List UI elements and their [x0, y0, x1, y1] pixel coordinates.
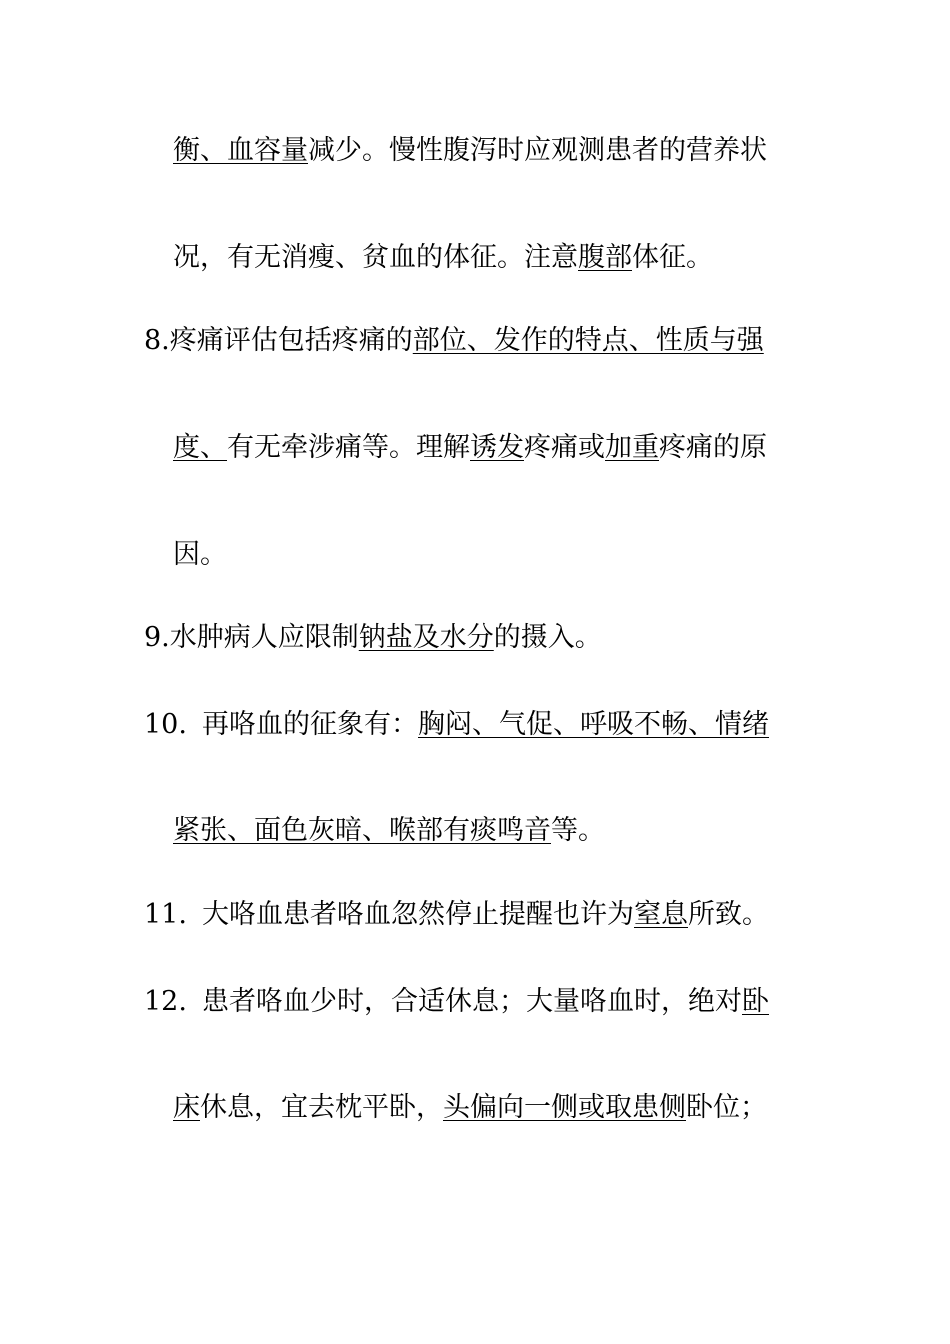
- list-item-8: [144, 323, 764, 359]
- text-run: 患者咯血少时，合适休息；大量咯血时，绝对: [202, 986, 742, 1017]
- underlined-term: 窒息: [634, 899, 688, 930]
- text-run: 卧位；: [686, 1092, 767, 1123]
- text-run: 疼痛或: [524, 432, 605, 463]
- underlined-term: 衡、血容量: [173, 135, 308, 166]
- text-run: 休息，宜去枕平卧，: [200, 1092, 443, 1123]
- item-number: 8.: [144, 325, 170, 356]
- underlined-term: 部位、发作的特点、性质与强: [412, 325, 764, 356]
- item-number: 10.: [144, 709, 187, 740]
- text-line: [173, 133, 767, 169]
- text-run: 减少。慢性腹泻时应观测患者的营养状: [308, 135, 767, 166]
- list-item-12: [144, 984, 769, 1020]
- list-item-11: [144, 897, 769, 933]
- underlined-term: 诱发: [470, 432, 524, 463]
- text-line: [173, 430, 767, 466]
- text-line: [173, 813, 605, 849]
- text-run: 所致。: [688, 899, 769, 930]
- text-run: 疼痛评估包括疼痛的: [169, 325, 413, 356]
- text-run: 因。: [173, 539, 227, 570]
- text-run: 等。: [551, 815, 605, 846]
- underlined-term: 头偏向一侧或取患侧: [443, 1092, 686, 1123]
- underlined-term: 床: [173, 1092, 200, 1123]
- item-number: 11.: [144, 899, 187, 930]
- list-item-10: [144, 707, 769, 743]
- text-run: 体征。: [632, 242, 713, 273]
- item-number: 12.: [144, 986, 187, 1017]
- text-run: 疼痛的原: [659, 432, 767, 463]
- underlined-term: 钠盐及水分: [358, 622, 494, 653]
- text-line: [173, 240, 713, 276]
- text-run: 况，有无消瘦、贫血的体征。注意: [173, 242, 578, 273]
- underlined-term: 紧张、面色灰暗、喉部有痰鸣音: [173, 815, 551, 846]
- text-line: [173, 1090, 767, 1126]
- text-run: 有无牵涉痛等。理解: [227, 432, 470, 463]
- text-line: [173, 537, 227, 573]
- underlined-term: 腹部: [578, 242, 632, 273]
- underlined-term: 加重: [605, 432, 659, 463]
- underlined-term: 卧: [742, 986, 769, 1017]
- underlined-term: 胸闷、气促、呼吸不畅、情绪: [418, 709, 769, 740]
- list-item-9: [144, 620, 602, 656]
- text-run: 大咯血患者咯血忽然停止提醒也许为: [202, 899, 634, 930]
- text-run: 的摄入。: [493, 622, 602, 653]
- underlined-term: 度、: [173, 432, 227, 463]
- text-run: 再咯血的征象有：: [202, 709, 418, 740]
- item-number: 9.: [144, 622, 170, 653]
- text-run: 水肿病人应限制: [169, 622, 359, 653]
